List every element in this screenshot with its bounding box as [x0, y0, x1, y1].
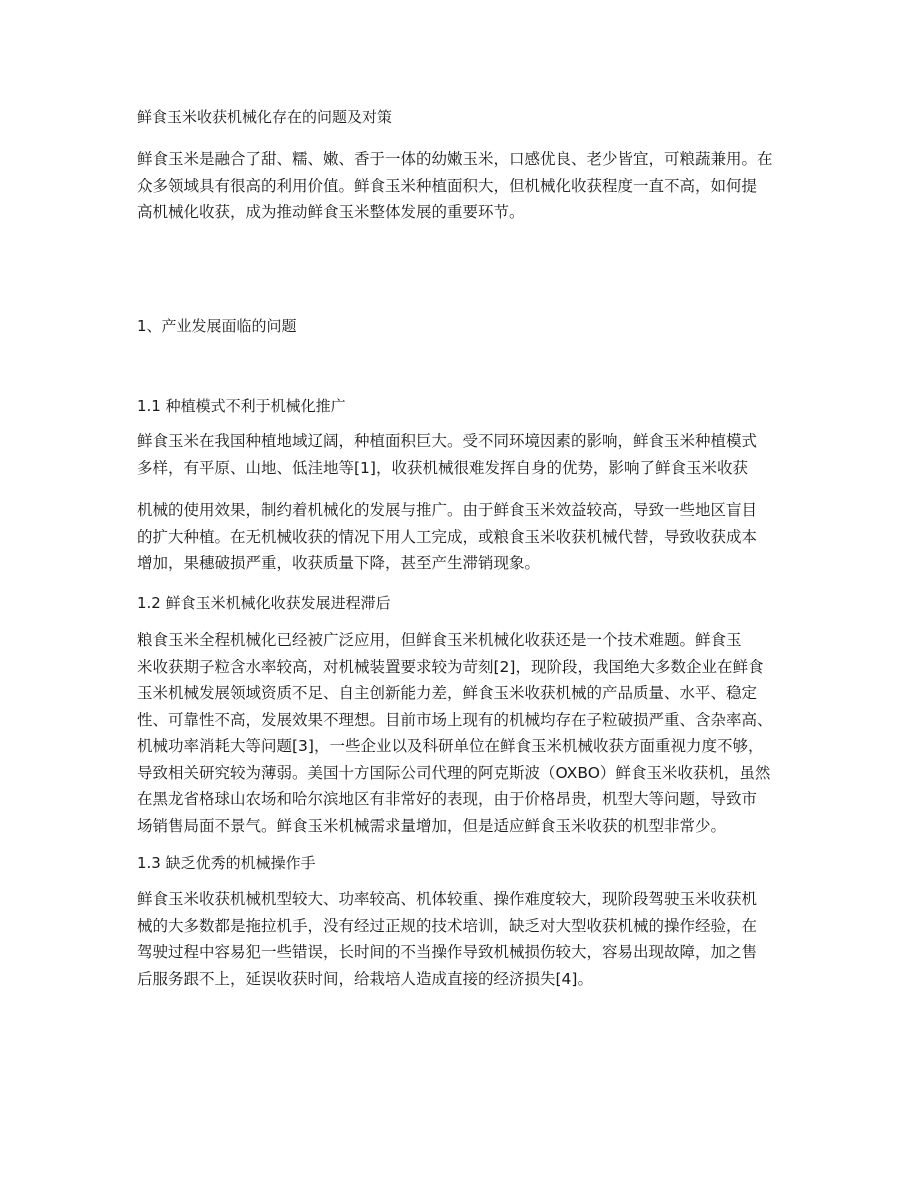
- section-heading: 1、产业发展面临的问题: [137, 317, 297, 335]
- subsection-heading: 1.2 鲜食玉米机械化收获发展进程滞后: [137, 594, 391, 612]
- paragraph: [137, 886, 785, 992]
- paragraph-line: 鲜食玉米是融合了甜、糯、嫩、香于一体的幼嫩玉米，口感优良、老少皆宜，可粮蔬兼用。在: [137, 150, 773, 168]
- paragraph-line: 导致相关研究较为薄弱。美国十方国际公司代理的阿克斯波（OXBO）鲜食玉米收获机，虽然: [137, 763, 771, 782]
- paragraph-line: 在黑龙省格球山农场和哈尔滨地区有非常好的表现，由于价格昂贵，机型大等问题，导致市: [137, 790, 758, 808]
- paragraph-line: 增加，果穗破损严重，收获质量下降，甚至产生滞销现象。: [137, 554, 541, 572]
- subsection-heading: 1.1 种植模式不利于机械化推广: [137, 397, 346, 415]
- paragraph-line: 高机械化收获，成为推动鲜食玉米整体发展的重要环节。: [137, 203, 525, 221]
- paragraph-line: 的扩大种植。在无机械收获的情况下用人工完成，或粮食玉米收获机械代替，导致收获成本: [137, 527, 758, 546]
- paragraph-line: 后服务跟不上，延误收获时间，给栽培人造成直接的经济损失[4]。: [137, 969, 593, 988]
- paragraph-line: 鲜食玉米收获机械机型较大、功率较高、机体较重、操作难度较大，现阶段驾驶玉米收获机: [137, 890, 758, 908]
- paragraph-line: 玉米机械发展领域资质不足、自主创新能力差，鲜食玉米收获机械的产品质量、水平、稳定: [137, 684, 758, 702]
- paragraph: [137, 627, 785, 839]
- paragraph-line: 性、可靠性不高，发展效果不理想。目前市场上现有的机械均存在子粒破损严重、含杂率高、: [137, 710, 773, 729]
- paragraph-line: 机械功率消耗大等问题[3]，一些企业以及科研单位在鲜食玉米机械收获方面重视力度不够，: [137, 737, 764, 755]
- paragraph-line: 驾驶过程中容易犯一些错误，长时间的不当操作导致机械损伤较大，容易出现故障，加之售: [137, 943, 758, 961]
- paragraph-line: 多样，有平原、山地、低洼地等[1]，收获机械很难发挥自身的优势，影响了鲜食玉米收获: [137, 458, 748, 477]
- paragraph: [137, 497, 785, 577]
- paragraph-line: 众多领域具有很高的利用价值。鲜食玉米种植面积大，但机械化收获程度一直不高，如何提: [137, 176, 758, 195]
- paragraph-line: 粮食玉米全程机械化已经被广泛应用，但鲜食玉米机械化收获还是一个技术难题。鲜食玉: [137, 631, 742, 649]
- paragraph-line: 场销售局面不景气。鲜食玉米机械需求量增加，但是适应鲜食玉米收获的机型非常少。: [137, 816, 727, 835]
- intro-paragraph: [137, 146, 785, 226]
- paragraph-line: 械的大多数都是拖拉机手，没有经过正规的技术培训，缺乏对大型收获机械的操作经验，在: [137, 916, 758, 935]
- paragraph-line: 机械的使用效果，制约着机械化的发展与推广。由于鲜食玉米效益较高，导致一些地区盲目: [137, 501, 758, 519]
- paragraph: [137, 428, 785, 481]
- subsection-heading: 1.3 缺乏优秀的机械操作手: [137, 854, 316, 872]
- document-title: 鲜食玉米收获机械化存在的问题及对策: [137, 108, 393, 126]
- paragraph-line: 米收获期子粒含水率较高，对机械装置要求较为苛刻[2]，现阶段，我国绝大多数企业在鲜食: [137, 657, 764, 676]
- paragraph-line: 鲜食玉米在我国种植地域辽阔，种植面积巨大。受不同环境因素的影响，鲜食玉米种植模式: [137, 432, 758, 450]
